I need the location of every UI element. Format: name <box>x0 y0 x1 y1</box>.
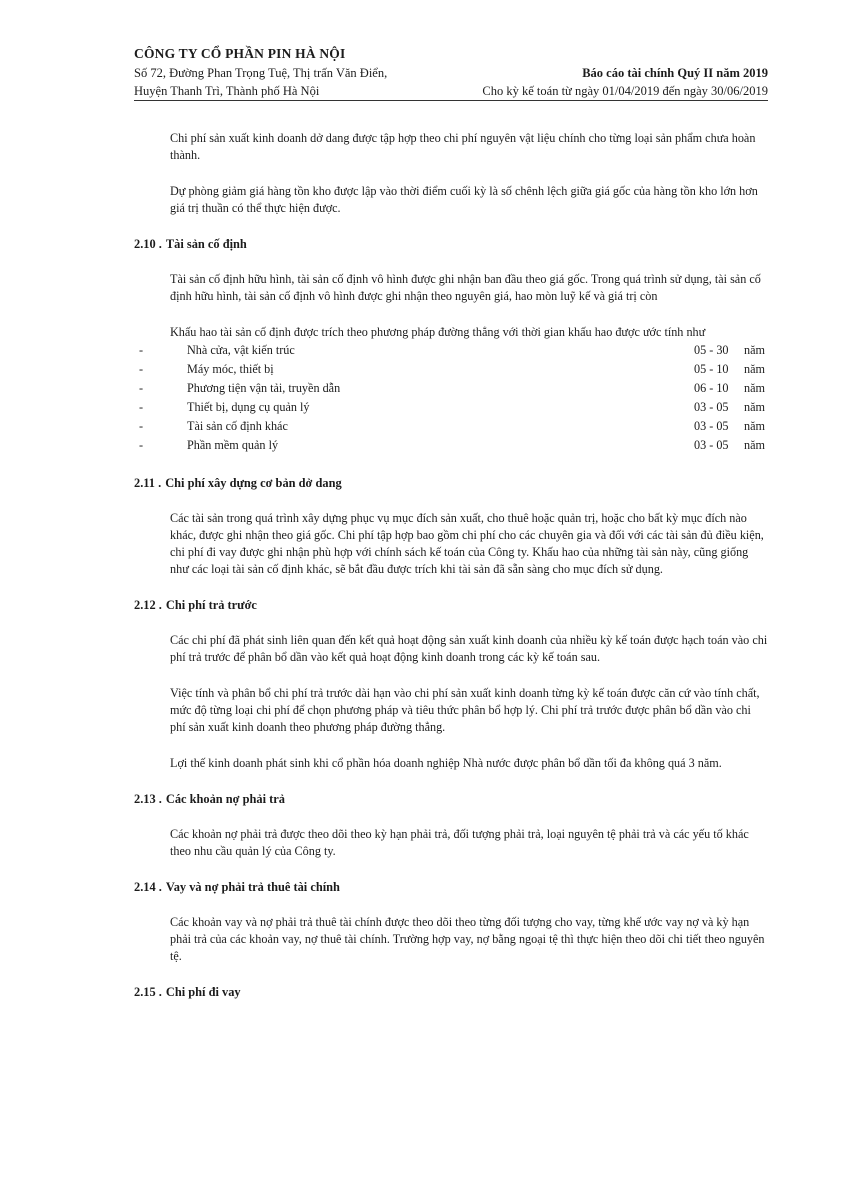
year-range: 03 - 05 <box>694 400 729 414</box>
section-number: 2.12 . <box>134 598 162 612</box>
prepaid-paragraph-2: Việc tính và phân bổ chi phí trả trước dài hạn vào chi phí sản xuất kinh doanh từng kỳ kế toán được căn cứ vào tính chất, mức độ từng loại chi phí để chọn phương pháp và tiêu thức phân bổ hợp lý. Chi phí trả trước được phân bổ dần vào chi phí sản xuất kinh doanh theo phương pháp đường thẳng. <box>170 686 760 734</box>
depreciation-intro: Khấu hao tài sản cố định được trích theo phương pháp đường thẳng với thời gian khấu hao được ước tính như <box>170 325 706 339</box>
list-item <box>134 341 768 360</box>
page-header <box>134 46 768 102</box>
section-title: Tài sản cố định <box>165 237 247 251</box>
list-item <box>134 379 768 398</box>
prepaid-paragraph-1: Các chi phí đã phát sinh liên quan đến kết quả hoạt động sản xuất kinh doanh của nhiều kỳ kế toán được hạch toán vào chi phí trả trước để phân bổ dần vào kết quả hoạt động kinh doanh trong các kỳ kế toán sau. <box>170 633 768 664</box>
year-unit: năm <box>744 343 765 357</box>
asset-name: Thiết bị, dụng cụ quản lý <box>187 400 310 414</box>
section-heading-2-11 <box>134 475 768 492</box>
company-name: CÔNG TY CỔ PHẦN PIN HÀ NỘI <box>134 46 346 61</box>
year-unit: năm <box>744 419 765 433</box>
list-dash: - <box>139 419 144 433</box>
section-title: Chi phí trả trước <box>165 598 257 612</box>
intro-paragraph-1: Chi phí sản xuất kinh doanh dở dang được tập hợp theo chi phí nguyên vật liệu chính cho từng loại sản phẩm chưa hoàn thành. <box>170 131 756 162</box>
section-title: Chi phí đi vay <box>165 985 241 999</box>
company-address-line2: Huyện Thanh Trì, Thành phố Hà Nội <box>134 84 320 98</box>
asset-name: Phương tiện vận tải, truyền dẫn <box>187 381 341 395</box>
section-title: Chi phí xây dựng cơ bản dở dang <box>165 476 342 490</box>
year-range: 05 - 10 <box>694 362 729 376</box>
section-title: Các khoản nợ phải trả <box>165 792 285 806</box>
year-range: 05 - 30 <box>694 343 729 357</box>
section-number: 2.15 . <box>134 985 162 999</box>
header-divider <box>134 100 768 101</box>
section-number: 2.13 . <box>134 792 162 806</box>
list-item <box>134 417 768 436</box>
list-item <box>134 436 768 455</box>
asset-name: Phần mềm quản lý <box>187 438 279 452</box>
list-dash: - <box>139 381 144 395</box>
section-heading-2-15 <box>134 984 768 1001</box>
intro-paragraph-2: Dự phòng giảm giá hàng tồn kho được lập vào thời điểm cuối kỳ là số chênh lệch giữa giá gốc của hàng tồn kho lớn hơn giá trị thuần có thể thực hiện được. <box>170 184 758 215</box>
section-title: Vay và nợ phải trả thuê tài chính <box>165 880 340 894</box>
section-heading-2-14 <box>134 879 768 896</box>
loans-paragraph: Các khoản vay và nợ phải trả thuê tài chính được theo dõi theo từng đối tượng cho vay, từng khế ước vay nợ và kỳ hạn phải trả của các khoản vay, nợ thuê tài chính. Trường hợp vay, nợ bằng ngoại tệ thì thực hiện theo dõi chi tiết theo nguyên tệ. <box>170 915 765 963</box>
company-address-line1: Số 72, Đường Phan Trọng Tuệ, Thị trấn Văn Điển, <box>134 66 388 80</box>
year-unit: năm <box>744 400 765 414</box>
list-item <box>134 360 768 379</box>
report-title: Báo cáo tài chính Quý II năm 2019 <box>582 66 768 80</box>
year-unit: năm <box>744 362 765 376</box>
section-heading-2-12 <box>134 597 768 614</box>
year-range: 03 - 05 <box>694 438 729 452</box>
list-dash: - <box>139 343 144 357</box>
section-number: 2.10 . <box>134 237 162 251</box>
section-number: 2.14 . <box>134 880 162 894</box>
document-body <box>134 130 768 1019</box>
year-range: 06 - 10 <box>694 381 729 395</box>
asset-name: Nhà cửa, vật kiến trúc <box>187 343 295 357</box>
list-item <box>134 398 768 417</box>
construction-paragraph: Các tài sản trong quá trình xây dựng phục vụ mục đích sản xuất, cho thuê hoặc quản trị, hoặc cho bất kỳ mục đích nào khác, được ghi nhận theo giá gốc. Chi phí tập hợp bao gồm chi phí cho các chuyên gia và đối với các tài sản đủ điều kiện, chi phí đi vay được ghi nhận phù hợp với chính sách kế toán của Công ty. Khấu hao của những tài sản này, cũng giống như các loại tài sản cố định khác, sẽ bắt đầu được trích khi tài sản đã sẵn sàng cho mục đích sử dụng. <box>170 511 764 576</box>
fixed-assets-paragraph-1: Tài sản cố định hữu hình, tài sản cố định vô hình được ghi nhận ban đầu theo giá gốc. Trong quá trình sử dụng, tài sản cố định hữu hình, tài sản cố định vô hình được ghi nhận theo nguyên giá, hao mòn luỹ kế và giá trị còn <box>170 272 761 303</box>
list-dash: - <box>139 362 144 376</box>
asset-name: Máy móc, thiết bị <box>187 362 274 376</box>
list-dash: - <box>139 400 144 414</box>
asset-name: Tài sản cố định khác <box>187 419 288 433</box>
report-period: Cho kỳ kế toán từ ngày 01/04/2019 đến ngày 30/06/2019 <box>482 84 768 98</box>
year-range: 03 - 05 <box>694 419 729 433</box>
year-unit: năm <box>744 438 765 452</box>
section-heading-2-13 <box>134 791 768 808</box>
section-heading-2-10 <box>134 236 768 253</box>
list-dash: - <box>139 438 144 452</box>
section-number: 2.11 . <box>134 476 162 490</box>
year-unit: năm <box>744 381 765 395</box>
depreciation-list <box>134 341 768 455</box>
payables-paragraph: Các khoản nợ phải trả được theo dõi theo kỳ hạn phải trả, đối tượng phải trả, loại nguyên tệ phải trả và các yếu tố khác theo nhu cầu quản lý của Công ty. <box>170 827 749 858</box>
prepaid-paragraph-3: Lợi thế kinh doanh phát sinh khi cổ phần hóa doanh nghiệp Nhà nước được phân bổ dần tối đa không quá 3 năm. <box>170 756 722 770</box>
